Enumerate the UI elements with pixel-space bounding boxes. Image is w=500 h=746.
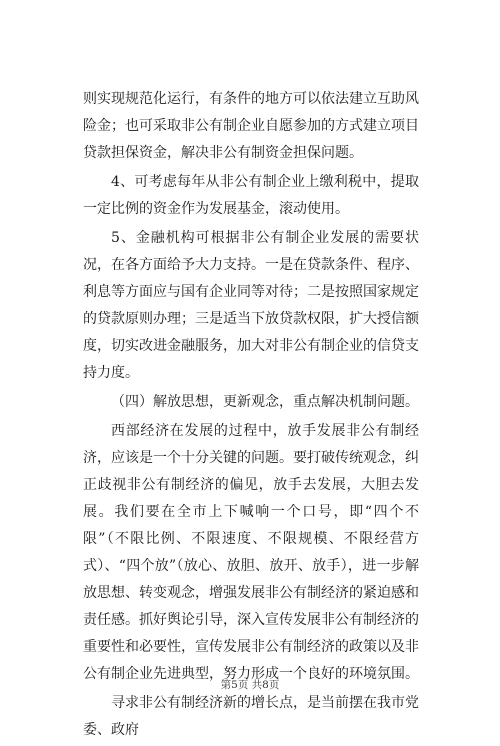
paragraph: 西部经济在发展的过程中，放手发展非公有制经济，应该是一个十分关键的问题。要打破传统观念，纠正歧视非公有制经济的偏见，放手去发展，大胆去发展。我们要在全市上下喊响一个口号，即“四个不限”（不限比例、不限速度、不限规模、不限经营方式）、“四个放”（放心、放胆、放开、放手），进一步解放思想、转变观念，增强发展非公有制经济的紧迫感和责任感。抓好舆论引导，深入宣传发展非公有制经济的重要性和必要性，宣传发展非公有制经济的政策以及非公有制企业先进典型，努力形成一个良好的环境氛围。: [83, 423, 419, 682]
paragraph: 5、金融机构可根据非公有制企业发展的需要状况，在各方面给予大力支持。一是在贷款条件、程序、利息等方面应与国有企业同等对待；二是按照国家规定的贷款原则办理；三是适当下放贷款权限，扩大授信额度，切实改进金融服务，加大对非公有制企业的信贷支持力度。: [83, 230, 419, 381]
document-body: [83, 86, 419, 746]
page-number-footer: 第5页 共8页: [220, 679, 280, 691]
section-heading: （四）解放思想，更新观念，重点解决机制问题。: [111, 394, 419, 410]
paragraph: 4、可考虑每年从非公有制企业上缴利税中，提取一定比例的资金作为发展基金，滚动使用。: [83, 174, 419, 217]
paragraph: 则实现规范化运行，有条件的地方可以依法建立互助风险金；也可采取非公有制企业自愿参加的方式建立项目贷款担保资金，解决非公有制资金担保问题。: [83, 91, 419, 161]
paragraph: 寻求非公有制经济新的增长点，是当前摆在我市党委、政府: [83, 695, 419, 738]
